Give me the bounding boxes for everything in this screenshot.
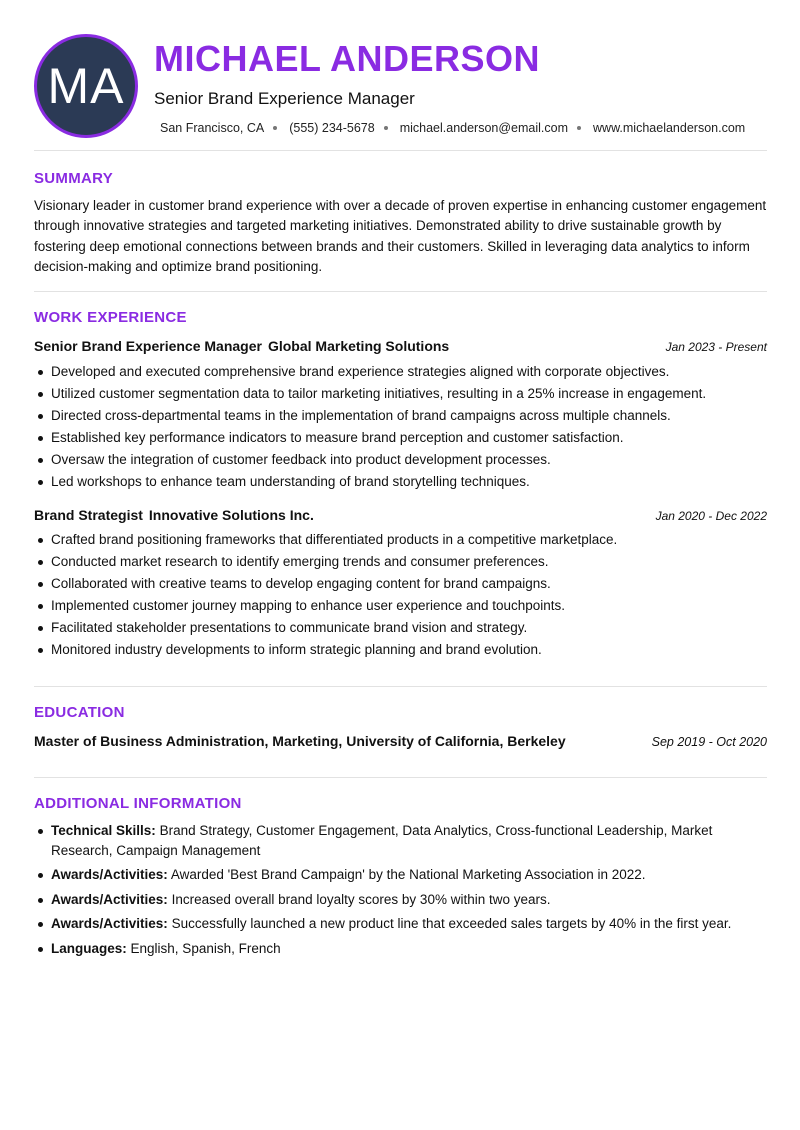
candidate-name: MICHAEL ANDERSON — [154, 38, 541, 79]
additional-list — [34, 821, 767, 963]
list-item: Facilitated stakeholder presentations to communicate brand vision and strategy. — [34, 617, 767, 639]
item-text: Brand Strategy, Customer Engagement, Data Analytics, Cross-functional Leadership, Market Research, Campaign Management — [51, 823, 713, 858]
education-degree: Master of Business Administration, Marketing, University of California, Berkeley — [34, 733, 566, 749]
avatar-initials: MA — [47, 58, 125, 114]
job-dates: Jan 2023 - Present — [665, 340, 767, 354]
experience-heading: WORK EXPERIENCE — [34, 309, 187, 326]
item-text: Successfully launched a new product line that exceeded sales targets by 40% in the first year. — [171, 916, 732, 931]
list-item: Utilized customer segmentation data to tailor marketing initiatives, resulting in a 25% increase in engagement. — [34, 383, 767, 405]
list-item: Directed cross-departmental teams in the implementation of brand campaigns across multiple channels. — [34, 405, 767, 427]
education-entry — [34, 733, 767, 749]
item-text: English, Spanish, French — [130, 940, 281, 956]
contact-line — [160, 121, 745, 135]
item-label: Awards/Activities: — [51, 916, 168, 931]
list-item: Implemented customer journey mapping to enhance user experience and touchpoints. — [34, 595, 767, 617]
list-item — [34, 939, 767, 959]
list-item — [34, 865, 767, 885]
education-dates: Sep 2019 - Oct 2020 — [651, 735, 767, 749]
item-text: Awarded 'Best Brand Campaign' by the National Marketing Association in 2022. — [170, 867, 646, 882]
contact-website[interactable]: www.michaelanderson.com — [593, 121, 746, 135]
job-dates: Jan 2020 - Dec 2022 — [655, 509, 767, 523]
separator-dot — [384, 126, 388, 130]
list-item: Led workshops to enhance team understanding of brand storytelling techniques. — [34, 471, 767, 493]
divider — [34, 777, 767, 778]
summary-heading: SUMMARY — [34, 170, 114, 187]
list-item: Collaborated with creative teams to develop engaging content for brand campaigns. — [34, 573, 767, 595]
job-company: Innovative Solutions Inc. — [148, 507, 314, 523]
avatar — [34, 34, 138, 138]
list-item — [34, 821, 767, 860]
job-role: Brand Strategist — [34, 507, 143, 523]
list-item: Developed and executed comprehensive brand experience strategies aligned with corporate objectives. — [34, 361, 767, 383]
job-role-company — [34, 507, 314, 525]
contact-location: San Francisco, CA — [160, 121, 265, 135]
list-item — [34, 890, 767, 910]
job-role-company — [34, 338, 449, 356]
contact-email[interactable]: michael.anderson@email.com — [399, 121, 569, 135]
item-label: Awards/Activities: — [51, 867, 168, 882]
list-item — [34, 914, 767, 934]
summary-text: Visionary leader in customer brand experience with over a decade of proven expertise in enhancing customer engagement through innovative strategies and targeted marketing initiatives. Demonstrated ability to drive sustainable growth by fostering deep emotional connections between brands and their customers. Skilled in leveraging data analytics to inform decision-making and optimize brand positioning. — [34, 198, 767, 275]
job-header — [34, 507, 767, 525]
item-text: Increased overall brand loyalty scores by 30% within two years. — [171, 891, 551, 907]
item-label: Languages: — [51, 940, 127, 956]
separator-dot — [273, 126, 277, 130]
job-bullets — [34, 361, 767, 493]
separator-dot — [577, 126, 581, 130]
divider — [34, 291, 767, 292]
job-header — [34, 338, 767, 356]
list-item: Monitored industry developments to inform strategic planning and brand evolution. — [34, 639, 767, 661]
divider — [34, 686, 767, 687]
job-title: Senior Brand Experience Manager — [154, 89, 415, 108]
list-item: Crafted brand positioning frameworks that differentiated products in a competitive marketplace. — [34, 529, 767, 551]
job-bullets — [34, 529, 767, 661]
divider — [34, 150, 767, 151]
contact-phone: (555) 234-5678 — [289, 121, 375, 135]
job-role: Senior Brand Experience Manager — [34, 338, 262, 354]
job-company: Global Marketing Solutions — [267, 338, 450, 354]
item-label: Technical Skills: — [51, 823, 156, 838]
education-heading: EDUCATION — [34, 704, 125, 721]
list-item: Established key performance indicators to measure brand perception and customer satisfaction. — [34, 427, 767, 449]
additional-heading: ADDITIONAL INFORMATION — [34, 795, 242, 812]
list-item: Conducted market research to identify emerging trends and consumer preferences. — [34, 551, 767, 573]
list-item: Oversaw the integration of customer feedback into product development processes. — [34, 449, 767, 471]
item-label: Awards/Activities: — [51, 891, 168, 907]
